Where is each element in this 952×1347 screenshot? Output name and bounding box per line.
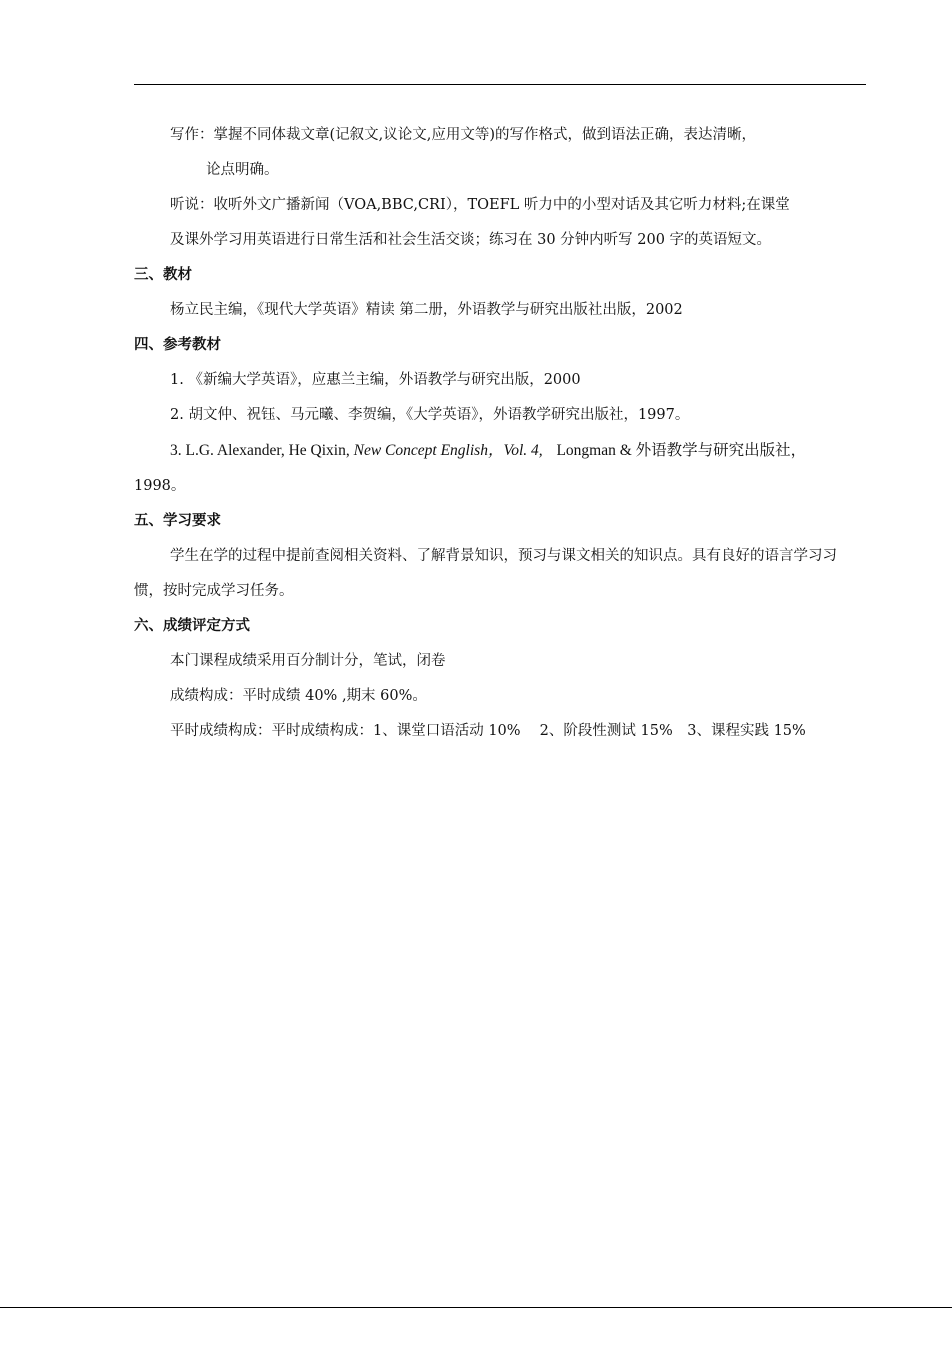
- section-heading-requirements: 五、学习要求: [134, 513, 221, 529]
- section-heading-grading: 六、成绩评定方式: [134, 618, 250, 634]
- grading-line-3: 平时成绩构成：平时成绩构成：1、课堂口语活动 10% 2、阶段性测试 15% 3、课程实践 15%: [170, 723, 806, 739]
- reference-item-3: [134, 433, 864, 469]
- listening-line-2: 及课外学习用英语进行日常生活和社会生活交谈；练习在 30 分钟内听写 200 字的英语短文。: [170, 232, 772, 248]
- listening-line-1: 听说：收听外文广播新闻（VOA,BBC,CRI），TOEFL 听力中的小型对话及其它听力材料;在课堂: [170, 197, 790, 213]
- writing-line-1: 写作：掌握不同体裁文章(记叙文,议论文,应用文等)的写作格式，做到语法正确，表达清晰，: [170, 127, 757, 143]
- reference-item-3-authors: 3. L.G. Alexander, He Qixin,: [170, 442, 354, 459]
- grading-line-1: 本门课程成绩采用百分制计分，笔试，闭卷: [170, 653, 446, 669]
- writing-line-2: 论点明确。: [206, 162, 279, 178]
- reference-item-3-publisher: Longman & 外语教学与研究出版社，: [556, 442, 807, 459]
- footer-rule: [0, 1307, 952, 1308]
- header-rule: [134, 84, 866, 85]
- section-heading-textbook: 三、教材: [134, 267, 192, 283]
- requirements-text: 学生在学的过程中提前查阅相关资料、了解背景知识，预习与课文相关的知识点。具有良好的语言学习习惯，按时完成学习任务。: [134, 548, 837, 599]
- reference-item-3-year: 1998。: [134, 478, 186, 494]
- grading-line-2: 成绩构成：平时成绩 40% ,期末 60%。: [170, 688, 427, 704]
- reference-item-3-title: New Concept English，Vol. 4,: [353, 442, 543, 459]
- reference-item-2: 2. 胡文仲、祝钰、马元曦、李贺编，《大学英语》，外语教学研究出版社，1997。: [170, 407, 690, 423]
- textbook-item: 杨立民主编，《现代大学英语》精读 第二册，外语教学与研究出版社出版，2002: [170, 302, 683, 318]
- reference-item-1: 1. 《新编大学英语》，应惠兰主编，外语教学与研究出版，2000: [170, 372, 581, 388]
- section-heading-references: 四、参考教材: [134, 337, 221, 353]
- document-body: [134, 118, 864, 749]
